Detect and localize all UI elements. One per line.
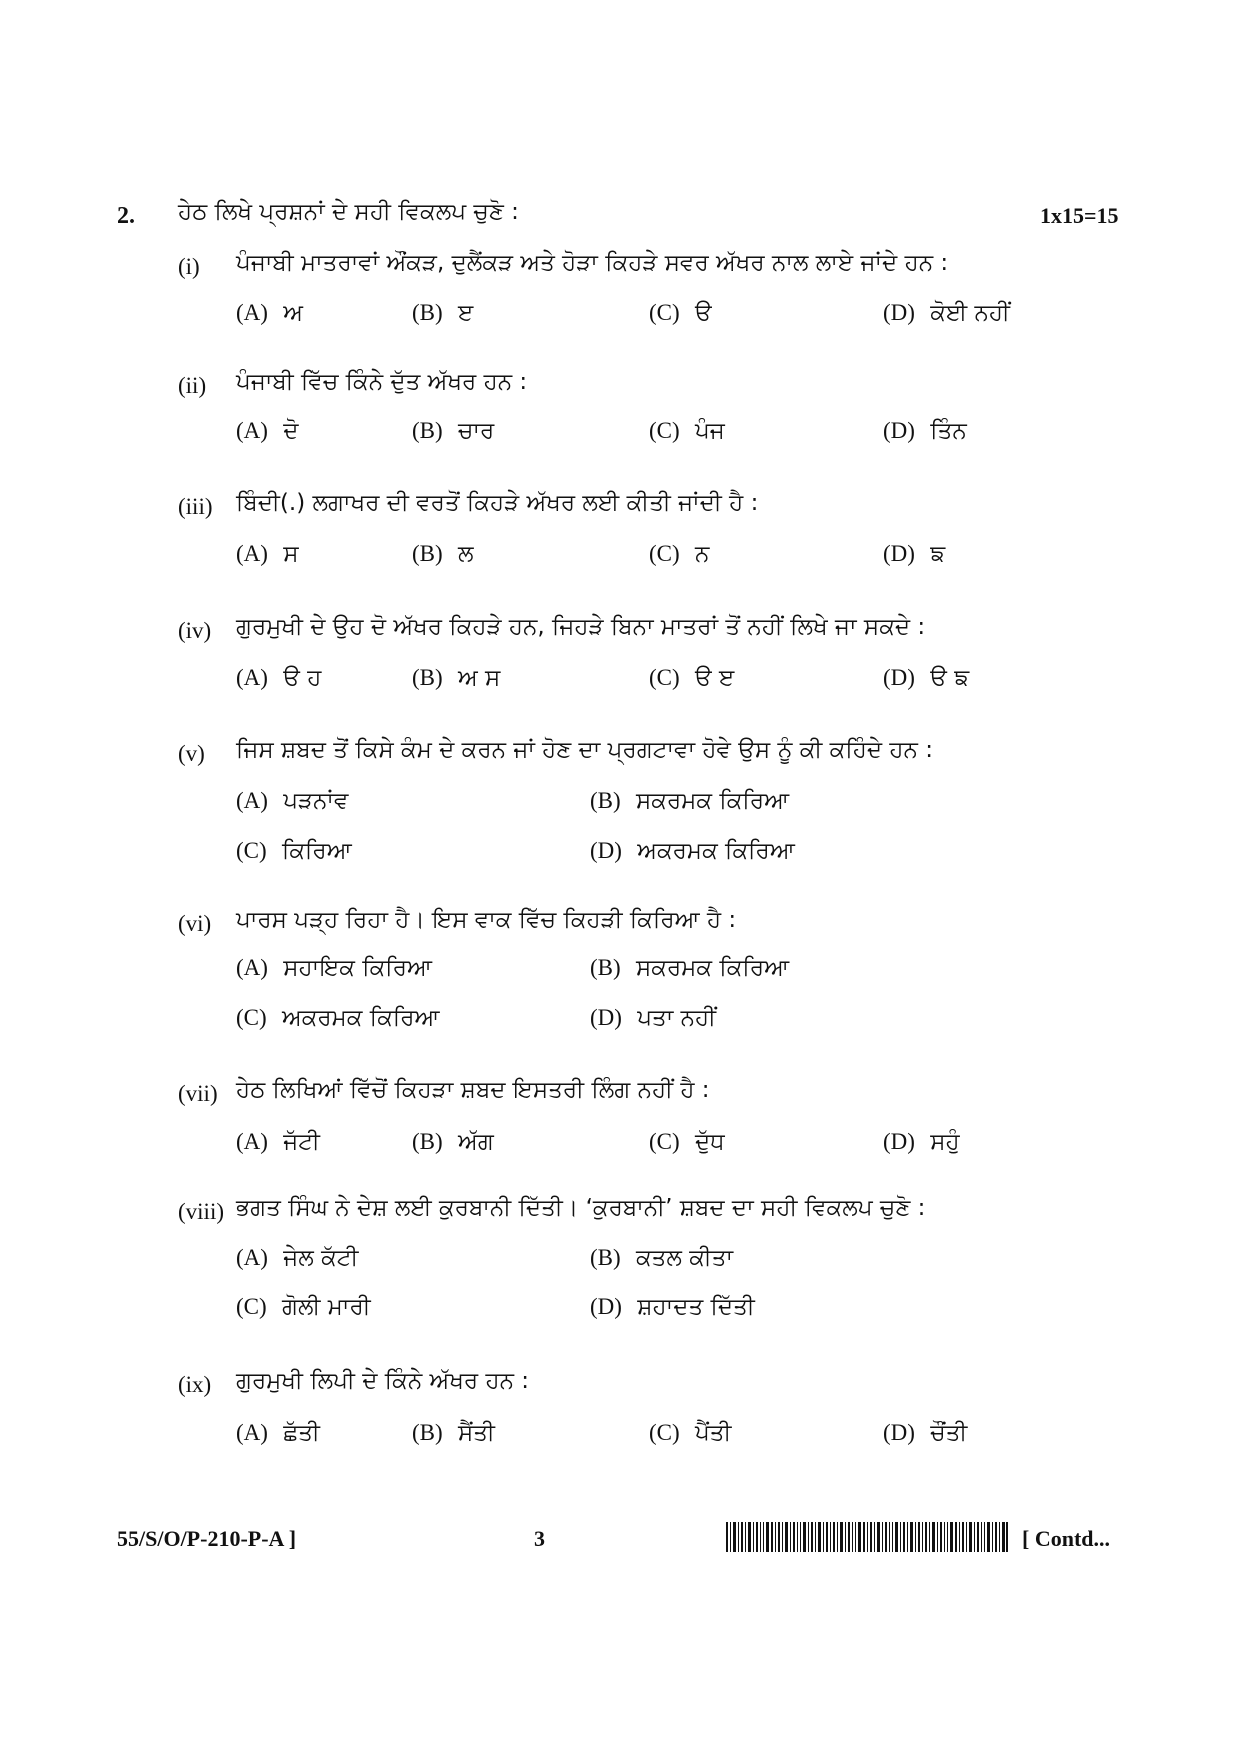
option-text: ਕਿਰਿਆ [281, 838, 352, 864]
page-number: 3 [534, 1526, 545, 1551]
option-text: ਸ਼ਹਾਦਤ ਦਿੱਤੀ [637, 1294, 755, 1320]
option-label: (A) [236, 300, 268, 325]
option-label: (D) [883, 665, 915, 690]
barcode [726, 1522, 1008, 1552]
question-text: ਜਿਸ ਸ਼ਬਦ ਤੋਂ ਕਿਸੇ ਕੰਮ ਦੇ ਕਰਨ ਜਾਂ ਹੋਣ ਦਾ ਪ੍ਰਗਟਾਵਾ ਹੋਵੇ ਉਸ ਨੂੰ ਕੀ ਕਹਿੰਦੇ ਹਨ : [236, 737, 933, 763]
option [412, 300, 473, 326]
question-number: 2. [117, 203, 135, 229]
option [236, 418, 298, 444]
option [883, 665, 969, 691]
option-text: ਦੁੱਧ [694, 1129, 725, 1155]
option-label: (B) [590, 955, 621, 980]
option-label: (B) [412, 300, 443, 325]
option [236, 838, 352, 864]
option-text: ਸਕਰਮਕ ਕਿਰਿਆ [635, 955, 790, 981]
option-text: ਲ [457, 541, 474, 567]
sub-question-number: (ix) [178, 1372, 212, 1397]
option-label: (D) [590, 1005, 622, 1030]
option [412, 1129, 494, 1155]
option [590, 1245, 733, 1271]
option [412, 418, 494, 444]
option-text: ਪੈਂਤੀ [694, 1420, 732, 1446]
option-label: (B) [412, 541, 443, 566]
option-text: ਸ [283, 541, 299, 567]
question-text: ਗੁਰਮੁਖੀ ਦੇ ਉਹ ਦੋ ਅੱਖਰ ਕਿਹੜੇ ਹਨ, ਜਿਹੜੇ ਬਿਨਾ ਮਾਤਰਾਂ ਤੋਂ ਨਹੀਂ ਲਿਖੇ ਜਾ ਸਕਦੇ : [236, 614, 926, 640]
option-label: (A) [236, 1129, 268, 1154]
option [236, 1005, 440, 1031]
option-label: (C) [649, 1420, 680, 1445]
option [590, 1294, 755, 1320]
option-text: ਜੇਲ ਕੱਟੀ [283, 1245, 359, 1271]
option-text: ਛੱਤੀ [283, 1420, 320, 1446]
sub-question-number: (iii) [178, 494, 213, 519]
option-text: ਗੋਲੀ ਮਾਰੀ [281, 1294, 371, 1320]
option-label: (C) [236, 1005, 267, 1030]
option [236, 541, 299, 567]
option-label: (C) [649, 418, 680, 443]
option-text: ਙ [930, 541, 946, 567]
option-label: (C) [649, 665, 680, 690]
option-text: ਪਤਾ ਨਹੀਂ [637, 1005, 717, 1031]
option-label: (D) [883, 418, 915, 443]
option-label: (A) [236, 541, 268, 566]
option-text: ਦੋ [283, 418, 299, 444]
option [649, 1129, 725, 1155]
question-text: ਪਾਰਸ ਪੜ੍ਹ ਰਿਹਾ ਹੈ। ਇਸ ਵਾਕ ਵਿੱਚ ਕਿਹੜੀ ਕਿਰਿਆ ਹੈ : [236, 907, 737, 933]
option [649, 300, 712, 326]
option-label: (D) [590, 1294, 622, 1319]
question-text: ਪੰਜਾਬੀ ਮਾਤਰਾਵਾਂ ਔਂਕੜ, ਦੁਲੈਂਕੜ ਅਤੇ ਹੋੜਾ ਕਿਹੜੇ ਸਵਰ ਅੱਖਰ ਨਾਲ ਲਾਏ ਜਾਂਦੇ ਹਨ : [236, 250, 949, 276]
option [649, 541, 709, 567]
option [236, 1420, 320, 1446]
option [590, 955, 789, 981]
option-label: (C) [649, 1129, 680, 1154]
question-text: ਬਿੰਦੀ(.) ਲਗਾਖਰ ਦੀ ਵਰਤੋਂ ਕਿਹੜੇ ਅੱਖਰ ਲਈ ਕੀਤੀ ਜਾਂਦੀ ਹੈ : [236, 490, 759, 516]
option-label: (D) [883, 300, 915, 325]
option-text: ਸਹੁੰ [930, 1129, 960, 1155]
option [236, 1294, 371, 1320]
option [883, 1129, 960, 1155]
option-text: ੳ [694, 300, 712, 326]
option [412, 541, 474, 567]
option-label: (A) [236, 665, 268, 690]
option-text: ਕੋਈ ਨਹੀਂ [930, 300, 1010, 326]
option-label: (B) [412, 1420, 443, 1445]
option [236, 955, 432, 981]
question-text: ਹੇਠ ਲਿਖਿਆਂ ਵਿੱਚੋਂ ਕਿਹੜਾ ਸ਼ਬਦ ਇਸਤਰੀ ਲਿੰਗ ਨਹੀਂ ਹੈ : [236, 1077, 710, 1103]
option [412, 665, 500, 691]
option-text: ਜੱਟੀ [283, 1129, 320, 1155]
option-label: (D) [883, 541, 915, 566]
section-instruction: ਹੇਠ ਲਿਖੇ ਪ੍ਰਸ਼ਨਾਂ ਦੇ ਸਹੀ ਵਿਕਲਪ ਚੁਣੋ : [178, 199, 519, 225]
option [412, 1420, 495, 1446]
sub-question-number: (viii) [178, 1199, 224, 1224]
sub-question-number: (v) [178, 741, 205, 766]
question-text: ਪੰਜਾਬੀ ਵਿੱਚ ਕਿੰਨੇ ਦੁੱਤ ਅੱਖਰ ਹਨ : [236, 369, 528, 395]
option-text: ਸੈਂਤੀ [457, 1420, 495, 1446]
option [649, 1420, 731, 1446]
option-label: (B) [412, 418, 443, 443]
paper-code: 55/S/O/P-210-P-A ] [117, 1526, 297, 1551]
option-text: ੳ ੲ [694, 665, 735, 691]
option-text: ੳ ਹ [283, 665, 322, 691]
option [590, 788, 789, 814]
option-text: ਅ ਸ [457, 665, 501, 691]
option-label: (D) [883, 1129, 915, 1154]
option [236, 665, 321, 691]
option [236, 300, 303, 326]
option-text: ਅੱਗ [457, 1129, 494, 1155]
option [236, 1129, 320, 1155]
sub-question-number: (iv) [178, 618, 212, 643]
option [883, 541, 945, 567]
sub-question-number: (ii) [178, 373, 207, 398]
option [883, 1420, 967, 1446]
sub-question-number: (i) [178, 254, 200, 279]
option [236, 788, 348, 814]
option-text: ਕਤਲ ਕੀਤਾ [635, 1245, 734, 1271]
option-label: (D) [883, 1420, 915, 1445]
marks-allocation: 1x15=15 [1040, 203, 1119, 228]
option-label: (C) [649, 300, 680, 325]
option-text: ੲ [457, 300, 474, 326]
option [649, 665, 734, 691]
option-label: (C) [649, 541, 680, 566]
option-label: (B) [590, 788, 621, 813]
option [590, 1005, 716, 1031]
question-text: ਭਗਤ ਸਿੰਘ ਨੇ ਦੇਸ਼ ਲਈ ਕੁਰਬਾਨੀ ਦਿੱਤੀ। ‘ਕੁਰਬਾਨੀ’ ਸ਼ਬਦ ਦਾ ਸਹੀ ਵਿਕਲਪ ਚੁਣੋ : [236, 1195, 926, 1221]
barcode-image [726, 1522, 1008, 1552]
option-label: (A) [236, 788, 268, 813]
sub-question-number: (vi) [178, 911, 212, 936]
option-label: (A) [236, 418, 268, 443]
option-label: (C) [236, 838, 267, 863]
option-label: (B) [412, 665, 443, 690]
option-text: ਅਕਰਮਕ ਕਿਰਿਆ [637, 838, 795, 864]
option-label: (A) [236, 955, 268, 980]
option-text: ਸਹਾਇਕ ਕਿਰਿਆ [283, 955, 432, 981]
question-text: ਗੁਰਮੁਖੀ ਲਿਪੀ ਦੇ ਕਿੰਨੇ ਅੱਖਰ ਹਨ : [236, 1368, 530, 1394]
continued-label: [ Contd... [1022, 1526, 1111, 1551]
option-text: ਪੜਨਾਂਵ [283, 788, 349, 814]
option-text: ਪੰਜ [694, 418, 725, 444]
option [236, 1245, 358, 1271]
option [883, 300, 1010, 326]
option-text: ੳ ਙ [930, 665, 970, 691]
option [590, 838, 795, 864]
option [883, 418, 967, 444]
sub-question-number: (vii) [178, 1081, 218, 1106]
option-text: ਚਾਰ [457, 418, 495, 444]
option-text: ਨ [694, 541, 710, 567]
option-text: ਸਕਰਮਕ ਕਿਰਿਆ [635, 788, 790, 814]
option-text: ਚੌਂਤੀ [930, 1420, 968, 1446]
option-label: (C) [236, 1294, 267, 1319]
option-text: ਅਕਰਮਕ ਕਿਰਿਆ [281, 1005, 440, 1031]
option-label: (A) [236, 1420, 268, 1445]
option-label: (B) [590, 1245, 621, 1270]
option-text: ਅ [283, 300, 303, 326]
option-label: (B) [412, 1129, 443, 1154]
option-label: (A) [236, 1245, 268, 1270]
option-text: ਤਿੰਨ [930, 418, 967, 444]
option-label: (D) [590, 838, 622, 863]
option [649, 418, 725, 444]
